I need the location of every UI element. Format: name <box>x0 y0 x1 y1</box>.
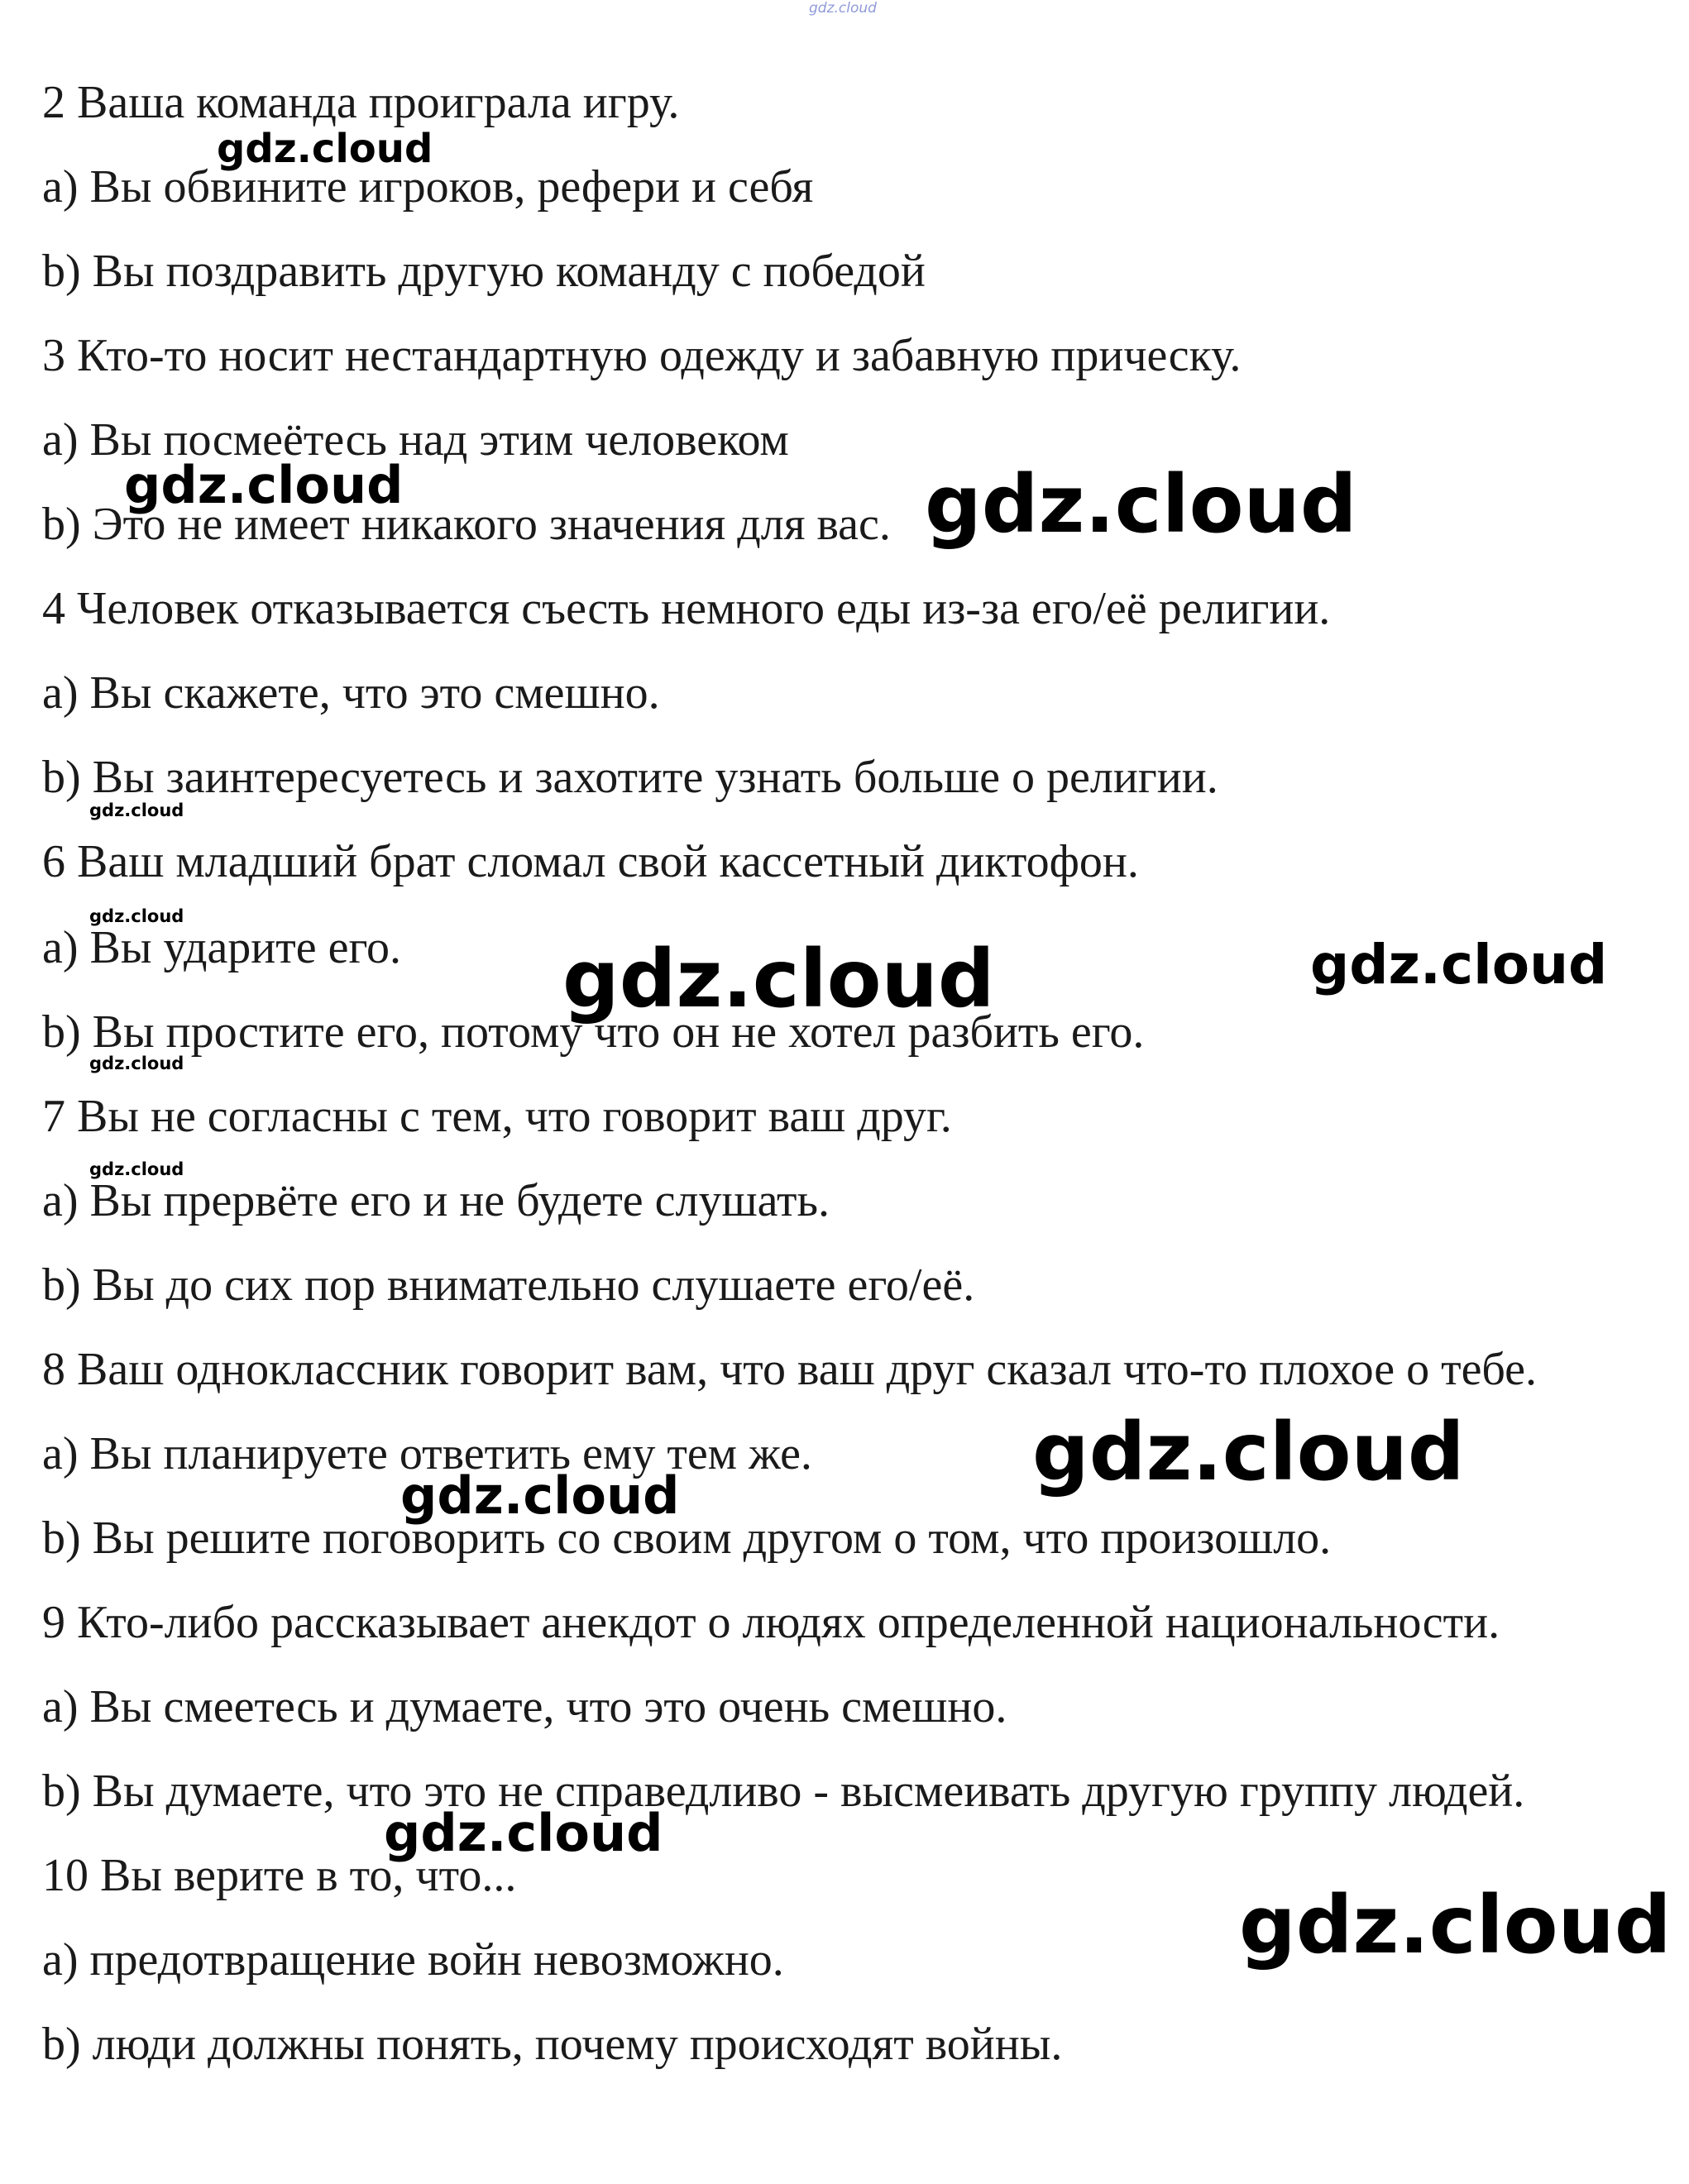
watermark: gdz.cloud <box>89 906 184 926</box>
question-9: 9 Кто-либо рассказывает анекдот о людях определенной национальности. <box>42 1597 1500 1648</box>
watermark: gdz.cloud <box>89 1054 184 1073</box>
question-3: 3 Кто-то носит нестандартную одежду и забавную прическу. <box>42 330 1242 381</box>
answer-10b: b) люди должны понять, почему происходят войны. <box>42 2019 1063 2070</box>
answer-6a: a) Вы ударите его. <box>42 922 402 973</box>
question-8: 8 Ваш одноклассник говорит вам, что ваш друг сказал что-то плохое о тебе. <box>42 1344 1538 1395</box>
answer-3a: a) Вы посмеётесь над этим человеком <box>42 414 789 466</box>
watermark: gdz.cloud <box>1310 933 1608 996</box>
answer-8b: b) Вы решите поговорить со своим другом о том, что произошло. <box>42 1513 1332 1564</box>
question-4: 4 Человек отказывается съесть немного еды из-за его/её религии. <box>42 583 1331 634</box>
question-2: 2 Ваша команда проиграла игру. <box>42 77 680 128</box>
watermark: gdz.cloud <box>384 1803 663 1863</box>
answer-10a: a) предотвращение войн невозможно. <box>42 1934 784 1986</box>
answer-2b: b) Вы поздравить другую команду с победой <box>42 246 926 297</box>
watermark: gdz.cloud <box>89 1159 184 1179</box>
answer-8a: a) Вы планируете ответить ему тем же. <box>42 1428 812 1479</box>
answer-6b: b) Вы простите его, потому что он не хотел разбить его. <box>42 1006 1145 1058</box>
answer-7b: b) Вы до сих пор внимательно слушаете его/её. <box>42 1259 975 1311</box>
answer-7a: a) Вы прервёте его и не будете слушать. <box>42 1175 830 1226</box>
answer-4b: b) Вы заинтересуетесь и захотите узнать больше о религии. <box>42 752 1218 803</box>
watermark: gdz.cloud <box>217 126 433 172</box>
answer-9a: a) Вы смеетесь и думаете, что это очень смешно. <box>42 1681 1007 1732</box>
answer-4a: a) Вы скажете, что это смешно. <box>42 667 660 719</box>
watermark: gdz.cloud <box>562 933 995 1025</box>
answer-2a: a) Вы обвините игроков, рефери и себя <box>42 161 814 213</box>
answer-9b: b) Вы думаете, что это не справедливо - высмеивать другую группу людей. <box>42 1766 1525 1817</box>
answer-3b: b) Это не имеет никакого значения для вас. <box>42 499 891 550</box>
question-7: 7 Вы не согласны с тем, что говорит ваш друг. <box>42 1091 952 1142</box>
watermark: gdz.cloud <box>89 800 184 820</box>
watermark: gdz.cloud <box>1239 1879 1672 1971</box>
watermark: gdz.cloud <box>400 1465 680 1526</box>
watermark: gdz.cloud <box>124 455 404 515</box>
watermark: gdz.cloud <box>925 458 1357 551</box>
question-6: 6 Ваш младший брат сломал свой кассетный диктофон. <box>42 836 1139 887</box>
question-10: 10 Вы верите в то, что... <box>42 1850 517 1901</box>
watermark: gdz.cloud <box>1032 1406 1465 1498</box>
watermark-top: gdz.cloud <box>809 0 877 17</box>
